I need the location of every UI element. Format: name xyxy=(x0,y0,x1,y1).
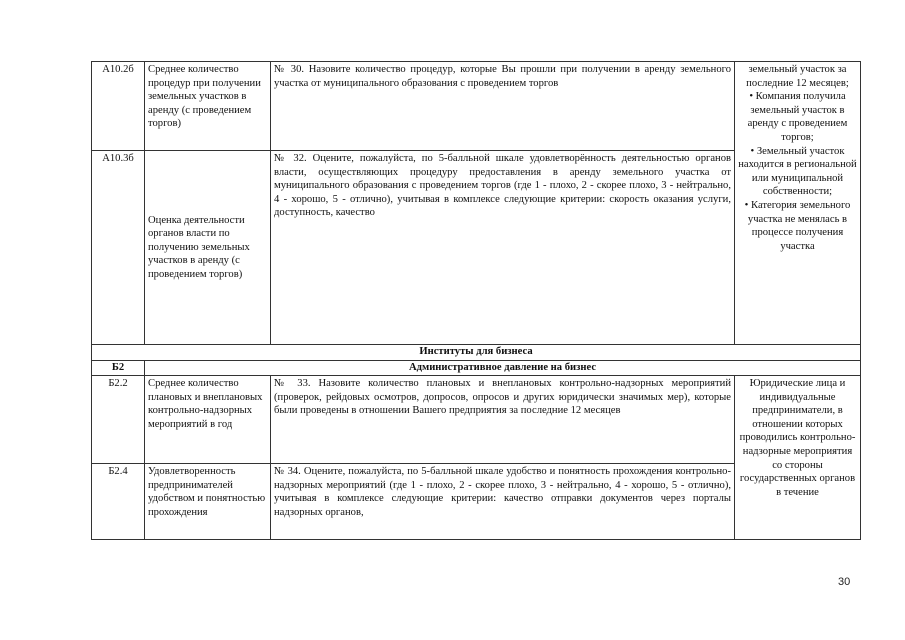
indicator-code: Б2.2 xyxy=(92,376,145,464)
criteria-line: земельный участок за последние 12 месяцев; xyxy=(746,64,849,89)
table-row xyxy=(92,376,861,464)
survey-question: № 34. Оцените, пожалуйста, по 5-балльной шкале удобство и понятность прохождения контрольно-надзорных мероприятий (где 1 - плохо, 2 - скорее плохо, 3 - нейтрально, 4 - хорошо, 5 - отлично), учитывая в комплексе следующие критерии: качество отправки документов через порталы надзорных органов, xyxy=(271,464,735,540)
subsection-row xyxy=(92,360,861,376)
indicator-code: А10.2б xyxy=(92,62,145,151)
indicator-code: Б2.4 xyxy=(92,464,145,540)
criteria-line: • Компания получила земельный участок в аренду с проведением торгов; xyxy=(747,91,848,143)
criteria-line: • Земельный участок находится в региональной или муниципальной собственности; xyxy=(738,145,857,198)
survey-question: № 30. Назовите количество процедур, которые Вы прошли при получении в аренду земельного участка от муниципального образования с проведением торгов xyxy=(271,62,735,151)
section-row xyxy=(92,345,861,361)
subsection-title: Административное давление на бизнес xyxy=(145,360,861,376)
page-number: 30 xyxy=(838,576,851,588)
table-row xyxy=(92,62,861,151)
respondent-criteria: Юридические лица и индивидуальные предприниматели, в отношении которых проводились контрольно-надзорные мероприятия со стороны государственных органов в течение xyxy=(735,376,861,540)
survey-question: № 33. Назовите количество плановых и внеплановых контрольно-надзорных мероприятий (проверок, рейдовых осмотров, допросов, опросов и других юридически значимых мер), которые были проведены в отношении Вашего предприятия за последние 12 месяцев xyxy=(271,376,735,464)
indicator-name: Удовлетворенность предпринимателей удобством и понятностью прохождения xyxy=(145,464,271,540)
indicator-name: Среднее количество процедур при получении земельных участков в аренду (с проведением торгов) xyxy=(145,62,271,151)
criteria-line: • Категория земельного участка не менялась в процессе получения участка xyxy=(744,199,851,252)
survey-indicators-table xyxy=(91,61,861,540)
indicator-name: Среднее количество плановых и внеплановых контрольно-надзорных мероприятий в год xyxy=(145,376,271,464)
subsection-code: Б2 xyxy=(92,360,145,376)
respondent-criteria xyxy=(735,62,861,345)
indicator-name: Оценка деятельности органов власти по получению земельных участков в аренду (с проведением торгов) xyxy=(145,151,271,345)
section-title: Институты для бизнеса xyxy=(92,345,861,361)
survey-question: № 32. Оцените, пожалуйста, по 5-балльной шкале удовлетворённость деятельностью органов власти, осуществляющих процедуру предоставления в аренду земельного участка от муниципального образования с проведением торгов (где 1 - плохо, 2 - скорее плохо, 3 - нейтрально, 4 - хорошо, 5 - отлично), учитывая в комплексе следующие критерии: скорость оказания услуги, доступность, качество xyxy=(271,151,735,345)
indicator-code: А10.3б xyxy=(92,151,145,345)
